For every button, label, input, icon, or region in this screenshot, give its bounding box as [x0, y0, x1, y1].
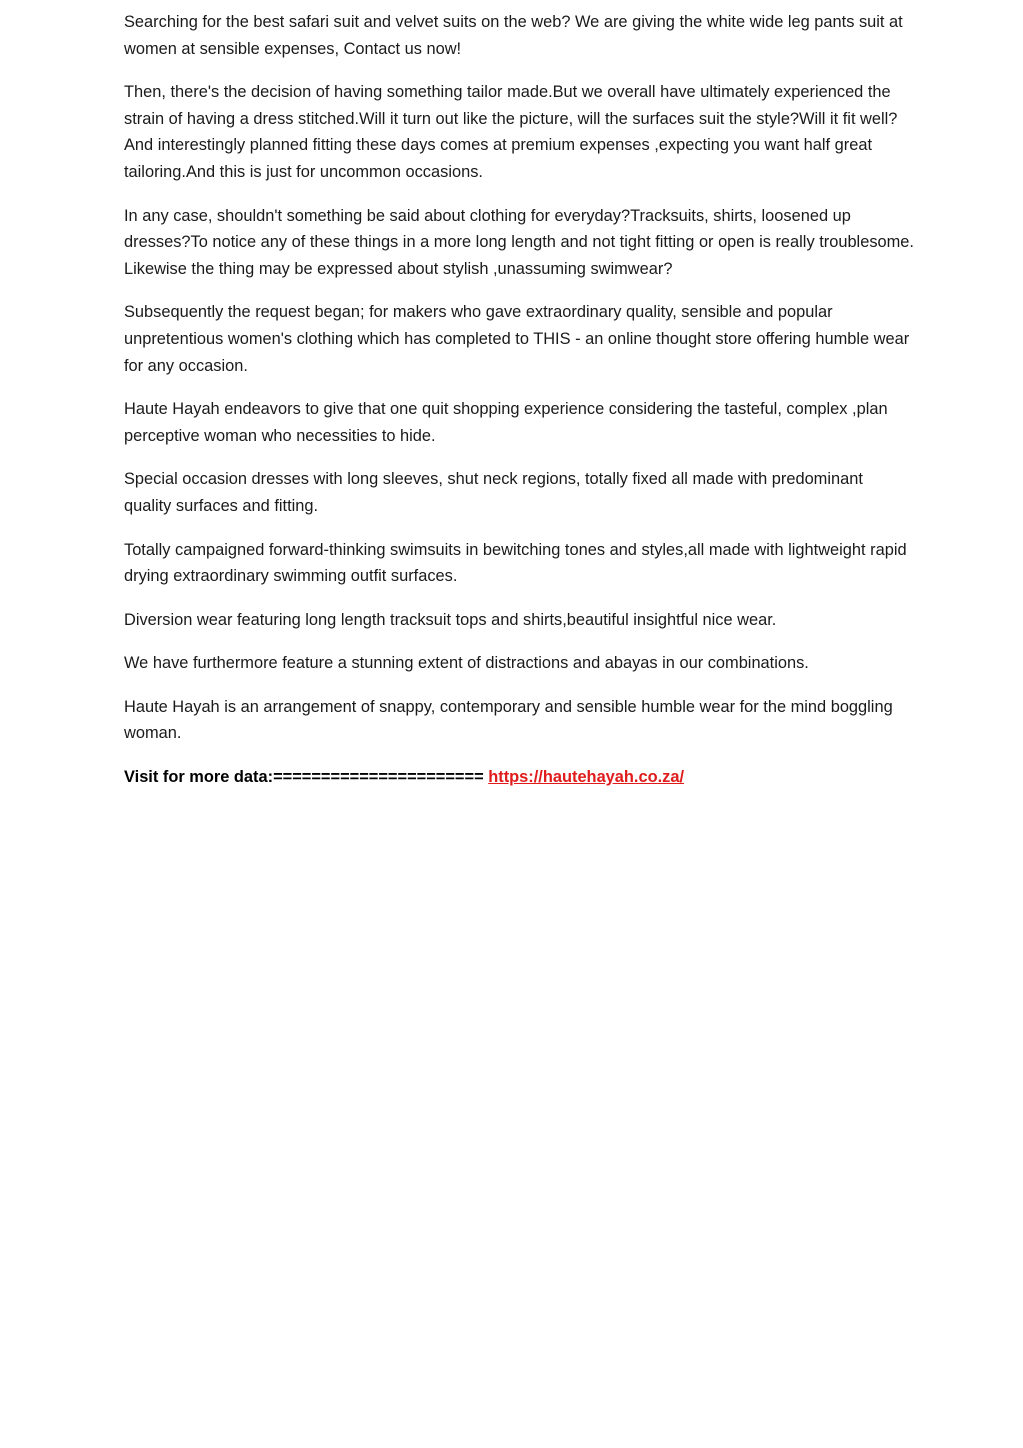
- website-link[interactable]: https://hautehayah.co.za/: [488, 768, 685, 787]
- paragraph-diversion-wear: Diversion wear featuring long length tracksuit tops and shirts,beautiful insightful nice wear.: [124, 610, 777, 629]
- paragraph-intro: Searching for the best safari suit and velvet suits on the web? We are giving the white wide leg pants suit at women at sensible expenses, Contact us now!: [124, 13, 903, 58]
- paragraph-arrangement: Haute Hayah is an arrangement of snappy, contemporary and sensible humble wear for the mind boggling woman.: [124, 697, 893, 743]
- visit-line: [124, 764, 914, 791]
- visit-label: Visit for more data:======================: [124, 768, 484, 787]
- document-page: [124, 9, 914, 791]
- paragraph-special-occasion: Special occasion dresses with long sleeves, shut neck regions, totally fixed all made with predominant quality surfaces and fitting.: [124, 470, 863, 515]
- paragraph-haute-hayah-endeavors: Haute Hayah endeavors to give that one quit shopping experience considering the tasteful, complex ,plan perceptive woman who necessities to hide.: [124, 400, 888, 445]
- paragraph-abayas: We have furthermore feature a stunning extent of distractions and abayas in our combinations.: [124, 654, 809, 673]
- paragraph-tailoring: Then, there's the decision of having something tailor made.But we overall have ultimately experienced the strain of having a dress stitched.Will it turn out like the picture, will the surfaces suit the style?Will it fit well?And interestingly planned fitting these days comes at premium expenses ,expecting you want half great tailoring.And this is just for uncommon occasions.: [124, 83, 898, 181]
- paragraph-swimsuits: Totally campaigned forward-thinking swimsuits in bewitching tones and styles,all made with lightweight rapid drying extraordinary swimming outfit surfaces.: [124, 540, 907, 586]
- paragraph-request: Subsequently the request began; for makers who gave extraordinary quality, sensible and popular unpretentious women's clothing which has completed to THIS - an online thought store offering humble wear for any occasion.: [124, 303, 910, 375]
- paragraph-everyday: In any case, shouldn't something be said about clothing for everyday?Tracksuits, shirts, loosened up dresses?To notice any of these things in a more long length and not tight fitting or open is really troublesome. Likewise the thing may be expressed about stylish ,unassuming swimwear?: [124, 206, 914, 278]
